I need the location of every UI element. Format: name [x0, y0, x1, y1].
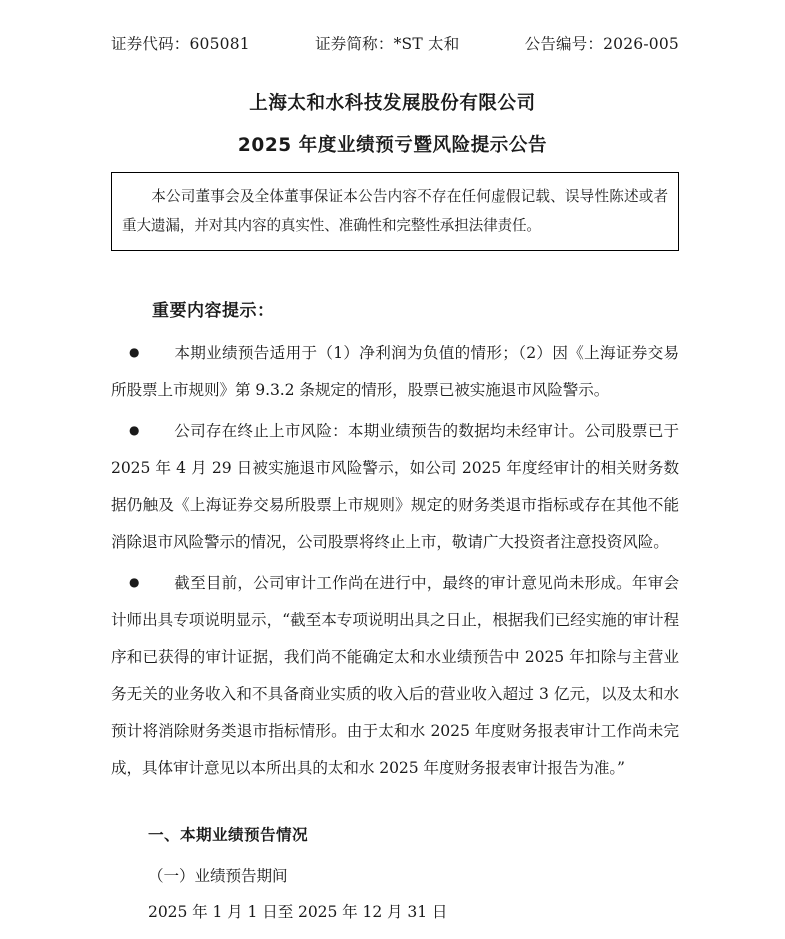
document-header: [111, 32, 679, 54]
bullet-icon: ●: [129, 575, 140, 589]
disclaimer-text: 本公司董事会及全体董事保证本公告内容不存在任何虚假记载、误导性陈述或者重大遗漏，并对其内容的真实性、准确性和完整性承担法律责任。: [122, 188, 668, 234]
announcement-subject-title: 2025 年度业绩预亏暨风险提示公告: [237, 135, 548, 156]
bullet-indent: [111, 564, 174, 602]
bullet-indent: [111, 412, 174, 450]
important-notice-list: [111, 334, 679, 787]
section-one-heading: 一、本期业绩预告情况: [148, 826, 308, 844]
bullet-icon: ●: [129, 423, 140, 437]
notice-item: [111, 334, 679, 409]
security-code: 证券代码：605081: [111, 35, 250, 53]
notice-item: [111, 412, 679, 561]
announcement-number: 公告编号：2026-005: [524, 35, 679, 53]
security-abbreviation: 证券简称：*ST 太和: [315, 35, 460, 53]
notice-item-text: 公司存在终止上市风险：本期业绩预告的数据均未经审计。公司股票已于 2025 年 4 月 29 日被实施退市风险警示，如公司 2025 年度经审计的相关财务数据仍触及《上海证券交易所股票上市规则》规定的财务类退市指标或存在其他不能消除退市风险警示的情况，公司股票将终止上市，敬请广大投资者注意投资风险。: [111, 422, 679, 551]
section-one-subheading: （一）业绩预告期间: [148, 867, 288, 885]
company-name-title: 上海太和水科技发展股份有限公司: [249, 93, 536, 114]
forecast-period-value: 2025 年 1 月 1 日至 2025 年 12 月 31 日: [148, 903, 448, 921]
important-notice-heading: 重要内容提示：: [152, 301, 275, 321]
notice-item-text: 截至目前，公司审计工作尚在进行中，最终的审计意见尚未形成。年审会计师出具专项说明显示，“截至本专项说明出具之日止，根据我们已经实施的审计程序和已获得的审计证据，我们尚不能确定太和水业绩预告中 2025 年扣除与主营业务无关的业务收入和不具备商业实质的收入后的营业收入超过 3 亿元，以及太和水预计将消除财务类退市指标情形。由于太和水 2025 年度财务报表审计工作尚未完成，具体审计意见以本所出具的太和水 2025 年度财务报表审计报告为准。”: [111, 574, 679, 777]
notice-item: [111, 564, 679, 787]
section-one: [148, 820, 688, 895]
bullet-icon: ●: [129, 345, 140, 359]
bullet-indent: [111, 334, 174, 372]
title-block: [0, 85, 785, 165]
disclaimer-box: [111, 172, 679, 251]
notice-item-text: 本期业绩预告适用于（1）净利润为负值的情形；（2）因《上海证券交易所股票上市规则》第 9.3.2 条规定的情形，股票已被实施退市风险警示。: [111, 344, 679, 399]
